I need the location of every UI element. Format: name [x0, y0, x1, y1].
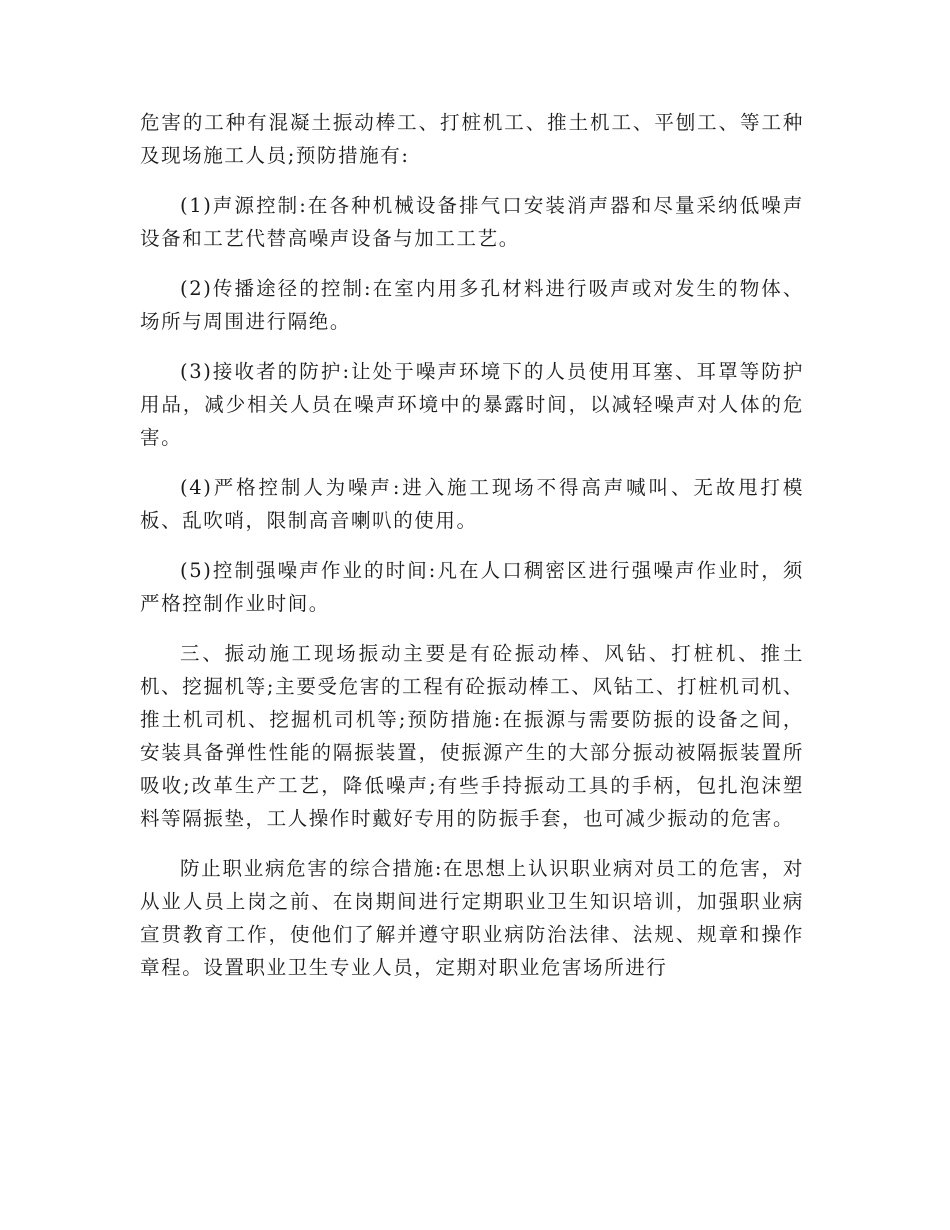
paragraph-1: 危害的工种有混凝土振动棒工、打桩机工、推土机工、平刨工、等工种及现场施工人员;预防措施有:	[140, 111, 804, 167]
paragraph-4: (3)接收者的防护:让处于噪声环境下的人员使用耳塞、耳罩等防护用品，减少相关人员在噪声环境中的暴露时间，以减轻噪声对人体的危害。	[140, 360, 804, 449]
paragraph-3: (2)传播途径的控制:在室内用多孔材料进行吸声或对发生的物体、场所与周围进行隔绝。	[140, 277, 804, 333]
paragraph-6: (5)控制强噪声作业的时间:凡在人口稠密区进行强噪声作业时，须严格控制作业时间。	[140, 559, 804, 615]
paragraph-7: 三、振动施工现场振动主要是有砼振动棒、风钻、打桩机、推土机、挖掘机等;主要受危害的工程有砼振动棒工、风钻工、打桩机司机、推土机司机、挖掘机司机等;预防措施:在振源与需要防振的设备之间，安装具备弹性性能的隔振装置，使振源产生的大部分振动被隔振装置所吸收;改革生产工艺，降低噪声;有些手持振动工具的手柄，包扎泡沫塑料等隔振垫，工人操作时戴好专用的防振手套，也可减少振动的危害。	[140, 642, 804, 830]
paragraph-5: (4)严格控制人为噪声:进入施工现场不得高声喊叫、无故甩打模板、乱吹哨，限制高音喇叭的使用。	[140, 476, 804, 532]
document-body	[140, 106, 804, 1001]
paragraph-8: 防止职业病危害的综合措施:在思想上认识职业病对员工的危害，对从业人员上岗之前、在岗期间进行定期职业卫生知识培训，加强职业病宣贯教育工作，使他们了解并遵守职业病防治法律、法规、规章和操作章程。设置职业卫生专业人员，定期对职业危害场所进行	[140, 857, 804, 979]
paragraph-2: (1)声源控制:在各种机械设备排气口安装消声器和尽量采纳低噪声设备和工艺代替高噪声设备与加工工艺。	[140, 194, 804, 250]
